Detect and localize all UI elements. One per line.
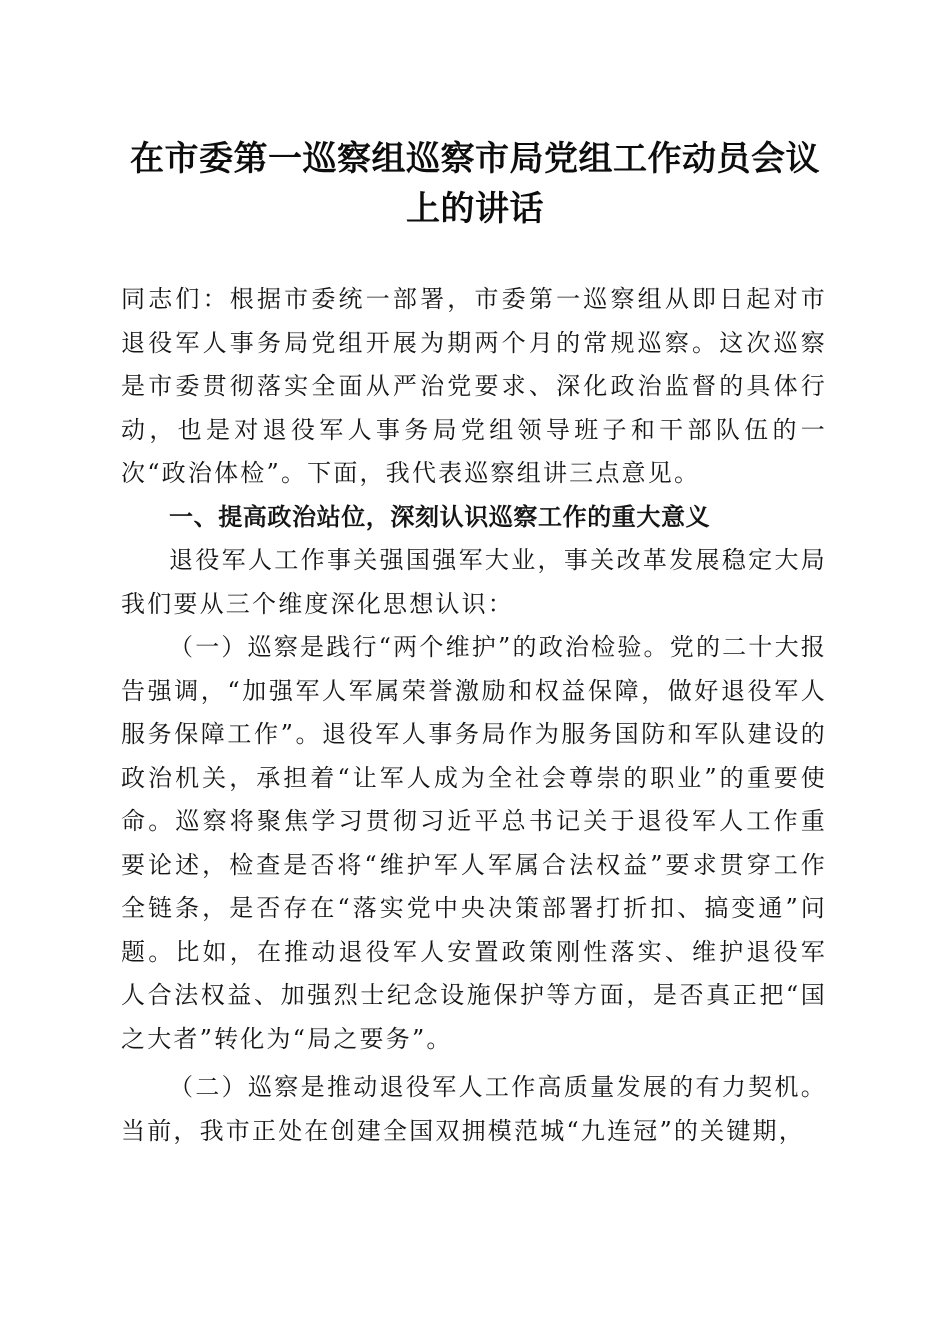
document-body	[121, 278, 827, 1153]
title-line-1: 在市委第一巡察组巡察市局党组工作动员会议	[130, 139, 820, 179]
body-paragraph: 退役军人工作事关强国强军大业，事关改革发展稳定大局我们要从三个维度深化思想认识：	[121, 546, 827, 618]
body-paragraph: （二）巡察是推动退役军人工作高质量发展的有力契机。当前，我市正处在创建全国双拥模范城“九连冠”的关键期，	[121, 1073, 827, 1145]
document-title	[90, 134, 860, 234]
salutation-paragraph: 同志们：根据市委统一部署，市委第一巡察组从即日起对市退役军人事务局党组开展为期两个月的常规巡察。这次巡察是市委贯彻落实全面从严治党要求、深化政治监督的具体行动，也是对退役军人事务局党组领导班子和干部队伍的一次“政治体检”。下面，我代表巡察组讲三点意见。	[121, 285, 827, 487]
section-heading-1: 一、提高政治站位，深刻认识巡察工作的重大意义	[169, 502, 711, 531]
title-line-2: 上的讲话	[406, 189, 544, 229]
body-paragraph: （一）巡察是践行“两个维护”的政治检验。党的二十大报告强调，“加强军人军属荣誉激励和权益保障，做好退役军人服务保障工作”。退役军人事务局作为服务国防和军队建设的政治机关，承担着“让军人成为全社会尊崇的职业”的重要使命。巡察将聚焦学习贯彻习近平总书记关于退役军人工作重要论述，检查是否将“维护军人军属合法权益”要求贯穿工作全链条，是否存在“落实党中央决策部署打折扣、搞变通”问题。比如，在推动退役军人安置政策刚性落实、维护退役军人合法权益、加强烈士纪念设施保护等方面，是否真正把“国之大者”转化为“局之要务”。	[121, 633, 827, 1053]
